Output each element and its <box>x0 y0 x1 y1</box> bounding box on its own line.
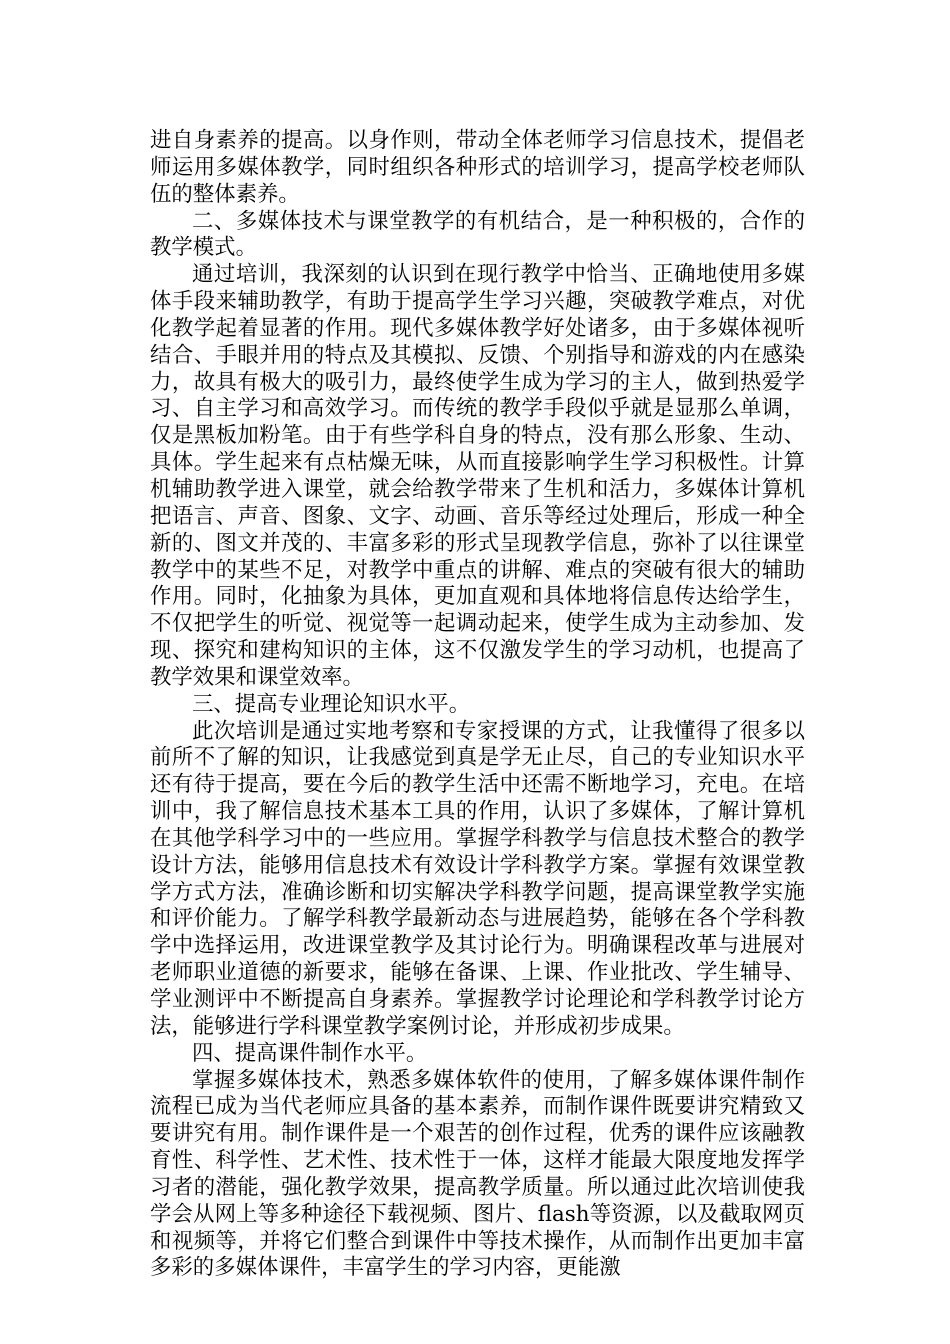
paragraph-continuation: 进自身素养的提高。以身作则，带动全体老师学习信息技术，提倡老师运用多媒体教学，同时组织各种形式的培训学习，提高学校老师队伍的整体素养。 <box>150 128 805 207</box>
paragraph-multimedia-benefits: 通过培训，我深刻的认识到在现行教学中恰当、正确地使用多媒体手段来辅助教学，有助于提高学生学习兴趣，突破教学难点，对优化教学起着显著的作用。现代多媒体教学好处诸多，由于多媒体视听结合、手眼并用的特点及其模拟、反馈、个别指导和游戏的内在感染力，故具有极大的吸引力，最终使学生成为学习的主人，做到热爱学习、自主学习和高效学习。而传统的教学手段似乎就是显那么单调，仅是黑板加粉笔。由于有些学科自身的特点，没有那么形象、生动、具体。学生起来有点枯燥无味，从而直接影响学生学习积极性。计算机辅助教学进入课堂，就会给教学带来了生机和活力，多媒体计算机把语言、声音、图象、文字、动画、音乐等经过处理后，形成一种全新的、图文并茂的、丰富多彩的形式呈现教学信息，弥补了以往课堂教学中的某些不足，对教学中重点的讲解、难点的突破有很大的辅助作用。同时，化抽象为具体，更加直观和具体地将信息传达给学生，不仅把学生的听觉、视觉等一起调动起来，使学生成为主动参加、发现、探究和建构知识的主体，这不仅激发学生的学习动机，也提高了教学效果和课堂效率。 <box>150 262 805 690</box>
paragraph-professional-knowledge: 此次培训是通过实地考察和专家授课的方式，让我懂得了很多以前所不了解的知识，让我感觉到真是学无止尽，自己的专业知识水平还有待于提高，要在今后的教学生活中还需不断地学习，充电。在培训中，我了解信息技术基本工具的作用，认识了多媒体，了解计算机在其他学科学习中的一些应用。掌握学科教学与信息技术整合的教学设计方法，能够用信息技术有效设计学科教学方案。掌握有效课堂教学方式方法，准确诊断和切实解决学科教学问题，提高课堂教学实施和评价能力。了解学科教学最新动态与进展趋势，能够在各个学科教学中选择运用，改进课堂教学及其讨论行为。明确课程改革与进展对老师职业道德的新要求，能够在备课、上课、作业批改、学生辅导、学业测评中不断提高自身素养。掌握教学讨论理论和学科教学讨论方法，能够进行学科课堂教学案例讨论，并形成初步成果。 <box>150 718 805 1039</box>
section-heading-3: 三、提高专业理论知识水平。 <box>192 691 471 717</box>
section-heading-2: 二、多媒体技术与课堂教学的有机结合，是一种积极的，合作的教学模式。 <box>150 208 805 261</box>
paragraph-courseware: 掌握多媒体技术，熟悉多媒体软件的使用，了解多媒体课件制作流程已成为当代老师应具备的基本素养，而制作课件既要讲究精致又要讲究有用。制作课件是一个艰苦的创作过程，优秀的课件应该融教育性、科学性、艺术性、技术性于一体，这样才能最大限度地发挥学习者的潜能，强化教学效果，提高教学质量。所以通过此次培训使我学会从网上等多种途径下载视频、图片、flash等资源，以及截取网页和视频等，并将它们整合到课件中等技术操作，从而制作出更加丰富多彩的多媒体课件，丰富学生的学习内容，更能激 <box>150 1067 805 1281</box>
section-heading-4: 四、提高课件制作水平。 <box>192 1040 428 1066</box>
body-text <box>150 128 805 1282</box>
